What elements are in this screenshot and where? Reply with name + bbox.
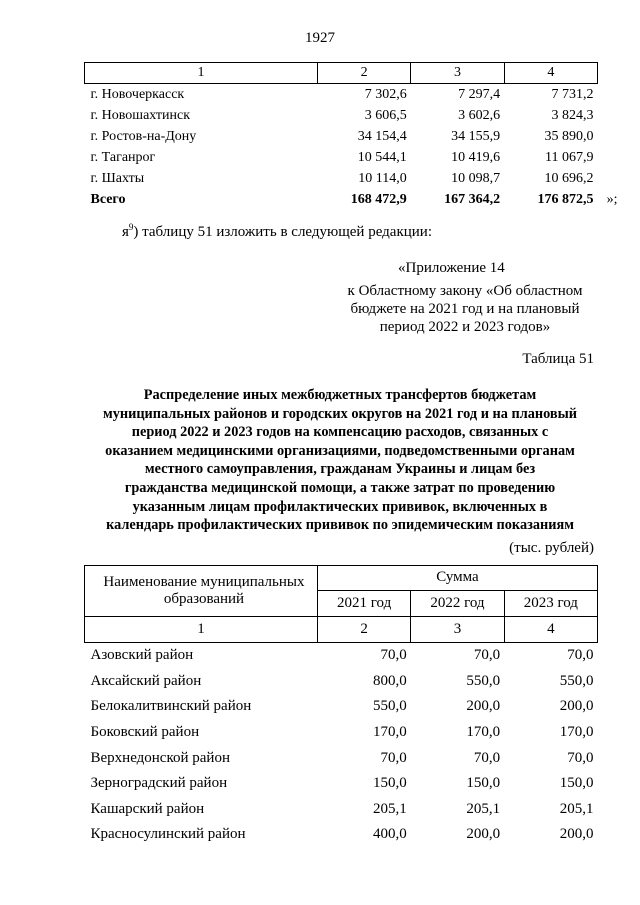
continued-table [84,62,618,210]
title-line: период 2022 и 2023 годов на компенсацию расходов, связанных с [131,424,549,441]
title-line: календарь профилактических прививок по эпидемическим показаниям [106,517,574,534]
allocation-table [84,565,598,848]
table-row [85,84,598,106]
year-header: 2021 год [317,590,410,616]
row-value: 70,0 [380,749,407,766]
row-name: Кашарский район [90,800,205,817]
header-cell: 3 [411,63,504,84]
table-row [85,168,598,189]
header-cell: 2 [317,63,410,84]
total-value [504,189,618,210]
sum-header: Сумма [317,566,597,591]
row-name: Азовский район [90,647,194,664]
total-value-text: 176 872,5 [537,192,594,207]
paragraph-superscript: 9 [128,222,134,232]
row-value: 7 731,2 [551,87,594,102]
title-line: гражданства медицинской помощи, а также затрат по проведению [124,479,556,496]
index-cell: 4 [504,617,597,643]
table-row [85,745,598,771]
row-value: 10 544,1 [357,150,407,165]
table-row [85,669,598,695]
row-name: Боковский район [90,724,200,741]
row-value: 70,0 [567,647,594,664]
row-value: 170,0 [373,724,407,741]
row-value: 34 155,9 [451,129,501,144]
table-label: Таблица 51 [522,351,594,367]
document-title [60,386,620,535]
paragraph-text: ) таблицу 51 изложить в следующей редакции: [133,224,432,240]
name-header-line: Наименование муниципальных [103,574,305,590]
row-value: 150,0 [466,775,501,792]
table-row [85,147,598,168]
total-suffix: »; [606,192,618,207]
total-value: 167 364,2 [444,192,501,207]
row-value: 10 098,7 [451,171,501,186]
total-value: 168 472,9 [350,192,407,207]
row-value: 10 696,2 [544,171,594,186]
row-value: 200,0 [559,826,594,843]
row-value: 10 114,0 [358,171,407,186]
index-cell: 1 [85,617,318,643]
row-value: 150,0 [559,775,594,792]
row-value: 35 890,0 [544,129,594,144]
index-cell: 2 [317,617,410,643]
row-value: 205,1 [559,800,594,817]
row-value: 205,1 [466,800,501,817]
year-header: 2023 год [504,590,597,616]
row-value: 170,0 [466,724,501,741]
row-value: 3 606,5 [364,108,407,123]
row-name: г. Таганрог [90,150,156,165]
row-value: 70,0 [473,647,501,664]
index-row [85,617,598,643]
amendment-paragraph [122,222,432,241]
name-header [85,566,318,617]
row-value: 34 154,4 [357,129,407,144]
table-row [85,694,598,720]
row-value: 200,0 [559,698,594,715]
annex-line-2: к Областному закону «Об областном [347,283,583,299]
row-value: 170,0 [559,724,594,741]
total-row [85,189,598,210]
row-value: 550,0 [466,672,501,689]
annex-line-4: период 2022 и 2023 годов» [379,319,551,335]
row-name: г. Новошахтинск [90,108,191,123]
row-value: 10 419,6 [451,150,501,165]
row-name: г. Ростов-на-Дону [90,129,197,144]
header-cell: 4 [504,63,597,84]
row-value: 70,0 [567,749,594,766]
table-header-row [85,566,598,591]
row-value: 150,0 [373,775,407,792]
row-value: 400,0 [373,826,407,843]
row-value: 7 297,4 [458,87,501,102]
row-value: 550,0 [373,698,407,715]
table-row [85,822,598,848]
table-header-row [85,63,598,84]
row-name: Верхнедонской район [90,749,230,766]
table-row [85,105,598,126]
row-name: Аксайский район [90,672,202,689]
row-value: 205,1 [373,800,407,817]
row-value: 3 602,6 [458,108,501,123]
units-label: (тыс. рублей) [509,540,594,556]
row-value: 200,0 [466,698,501,715]
annex-line-1: «Приложение 14 [398,260,505,276]
table-row [85,126,598,147]
row-name: г. Новочеркасск [90,87,185,102]
row-value: 70,0 [380,647,407,664]
row-value: 550,0 [559,672,594,689]
row-name: Красносулинский район [90,826,246,843]
row-name: Зерноградский район [90,775,228,792]
title-line: местного самоуправления, гражданам Украины и лицам без [144,461,536,478]
title-line: Распределение иных межбюджетных трансфертов бюджетам [143,387,537,403]
title-line: указанным лицам профилактических прививок, включенных в [132,498,548,515]
title-line: муниципальных районов и городских округов на 2021 год и на плановый [102,405,578,422]
table-row [85,643,598,669]
page-number: 1927 [305,30,335,46]
paragraph-letter: я [122,224,129,240]
index-cell: 3 [411,617,504,643]
row-value: 11 067,9 [545,150,594,165]
year-header: 2022 год [411,590,504,616]
table-row [85,771,598,797]
total-label: Всего [90,192,126,207]
row-value: 7 302,6 [364,87,407,102]
row-value: 200,0 [466,826,501,843]
table-row [85,797,598,823]
title-line: оказанием медицинскими организациями, подведомственными органам [105,442,575,459]
row-name: Белокалитвинский район [90,698,252,715]
row-value: 3 824,3 [551,108,594,123]
row-value: 70,0 [473,749,501,766]
row-name: г. Шахты [90,171,145,186]
annex-line-3: бюджете на 2021 год и на плановый [350,301,580,317]
row-value: 800,0 [373,672,407,689]
table-row [85,720,598,746]
name-header-line: образований [163,591,245,607]
header-cell: 1 [85,63,318,84]
